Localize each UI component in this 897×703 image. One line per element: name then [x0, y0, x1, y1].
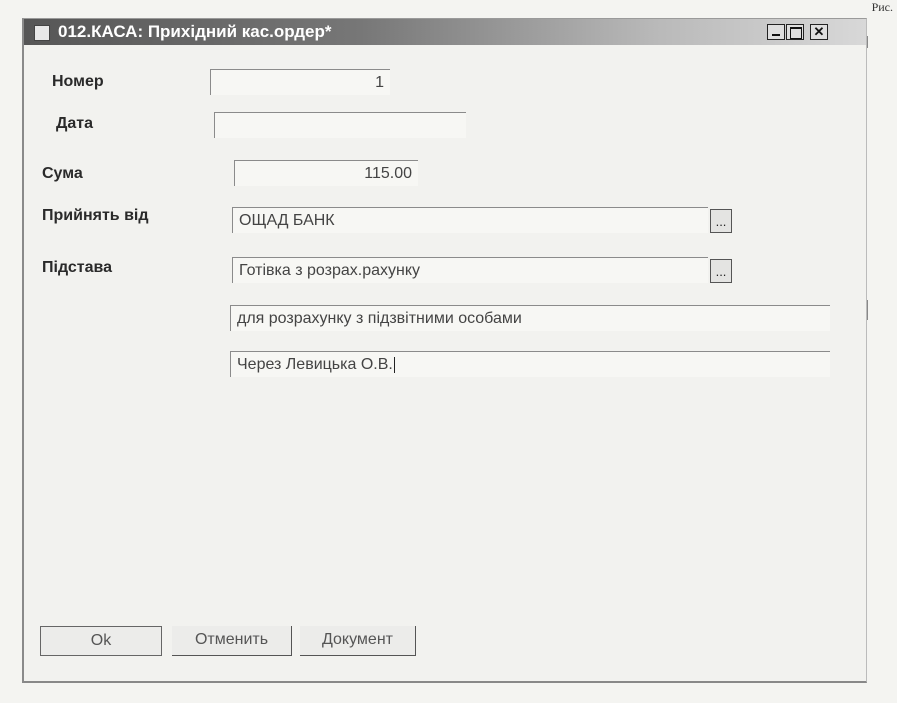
title-bar[interactable]	[24, 19, 866, 45]
cash-receipt-order-window	[22, 18, 867, 683]
purpose-field[interactable]: для розрахунку з підзвітними особами	[230, 305, 830, 331]
maximize-button[interactable]	[786, 24, 804, 40]
received-from-field[interactable]: ОЩАД БАНК	[232, 207, 708, 233]
maximize-icon	[790, 27, 802, 39]
basis-field[interactable]: Готівка з розрах.рахунку	[232, 257, 708, 283]
figure-caption-fragment: Рис.	[871, 0, 893, 14]
date-label: Дата	[56, 115, 94, 132]
background-divider	[867, 300, 868, 320]
basis-label: Підстава	[42, 259, 113, 276]
ok-button[interactable]: Ok	[40, 626, 162, 656]
basis-select-button[interactable]: ...	[710, 259, 732, 283]
amount-label: Сума	[42, 165, 83, 182]
minimize-icon	[772, 34, 780, 36]
minimize-button[interactable]	[767, 24, 785, 40]
number-label: Номер	[52, 73, 104, 90]
received-from-label: Прийнять від	[42, 207, 149, 224]
background-divider	[867, 36, 868, 48]
window-title: 012.КАСА: Прихідний кас.ордер*	[58, 22, 332, 41]
close-icon: ✕	[813, 24, 825, 39]
close-button[interactable]	[810, 24, 828, 40]
amount-field[interactable]: 115.00	[234, 160, 418, 186]
date-field[interactable]	[214, 112, 466, 138]
document-button[interactable]: Документ	[300, 626, 416, 656]
text-caret	[394, 357, 395, 373]
number-field[interactable]: 1	[210, 69, 390, 95]
via-text: Через Левицька О.В.	[237, 356, 393, 373]
received-from-select-button[interactable]: ...	[710, 209, 732, 233]
app-icon	[34, 25, 50, 41]
via-field[interactable]	[230, 351, 830, 377]
cancel-button[interactable]: Отменить	[172, 626, 292, 656]
